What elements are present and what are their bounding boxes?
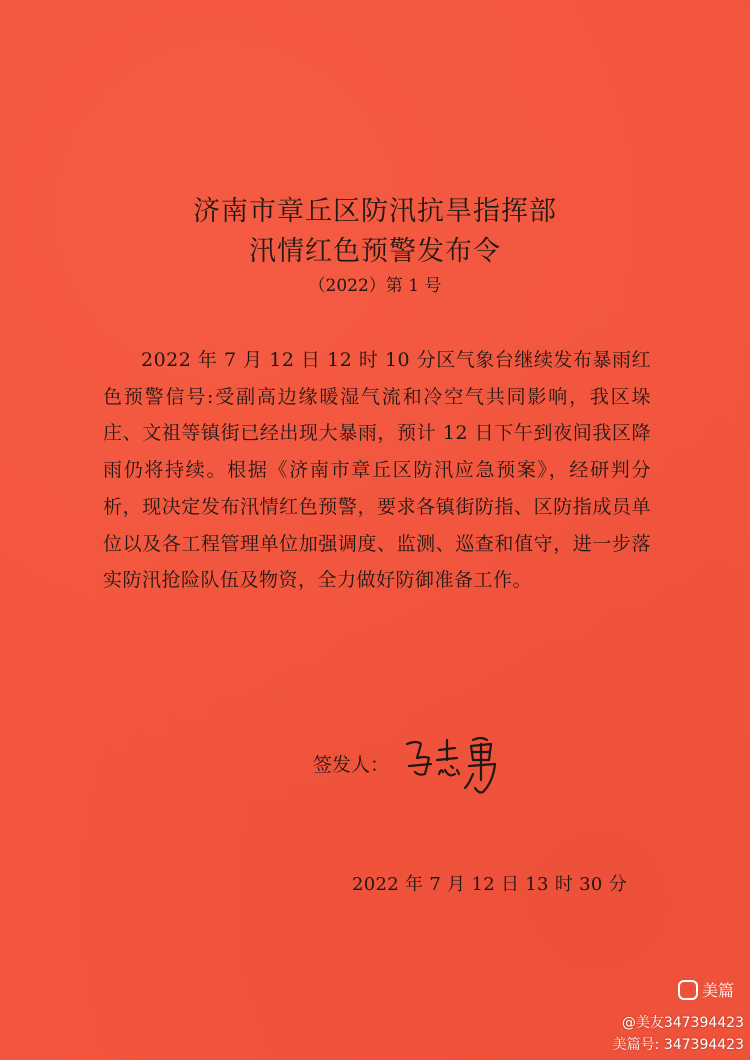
document-number: （2022）第 1 号	[308, 276, 442, 296]
watermark-user: @美友347394423	[621, 1015, 744, 1031]
meipian-logo-text: 美篇	[702, 981, 735, 1000]
handwritten-signature	[395, 730, 515, 800]
watermark-id: 美篇号: 347394423	[612, 1037, 744, 1053]
meipian-logo-icon	[678, 980, 698, 1000]
meipian-watermark-logo	[678, 978, 734, 1001]
document-body: 2022 年 7 月 12 日 12 时 10 分区气象台继续发布暴雨红色预警信号:受副高边缘暖湿气流和冷空气共同影响，我区垛庄、文祖等镇街已经出现大暴雨，预计 12 日下午到夜间我区降雨仍将持续。根据《济南市章丘区防汛应急预案》，经研判分析，现决定发布汛情红色预警，要求各镇街防指、区防指成员单位以及各工程管理单位加强调度、监测、巡查和值守，进一步落实防汛抢险队伍及物资，全力做好防御准备工作。	[103, 349, 651, 592]
document-title-line2: 汛情红色预警发布令	[249, 236, 501, 267]
document-title-line1: 济南市章丘区防汛抗旱指挥部	[193, 196, 557, 227]
issue-date: 2022 年 7 月 12 日 13 时 30 分	[352, 874, 627, 895]
signer-label: 签发人：	[313, 754, 390, 776]
